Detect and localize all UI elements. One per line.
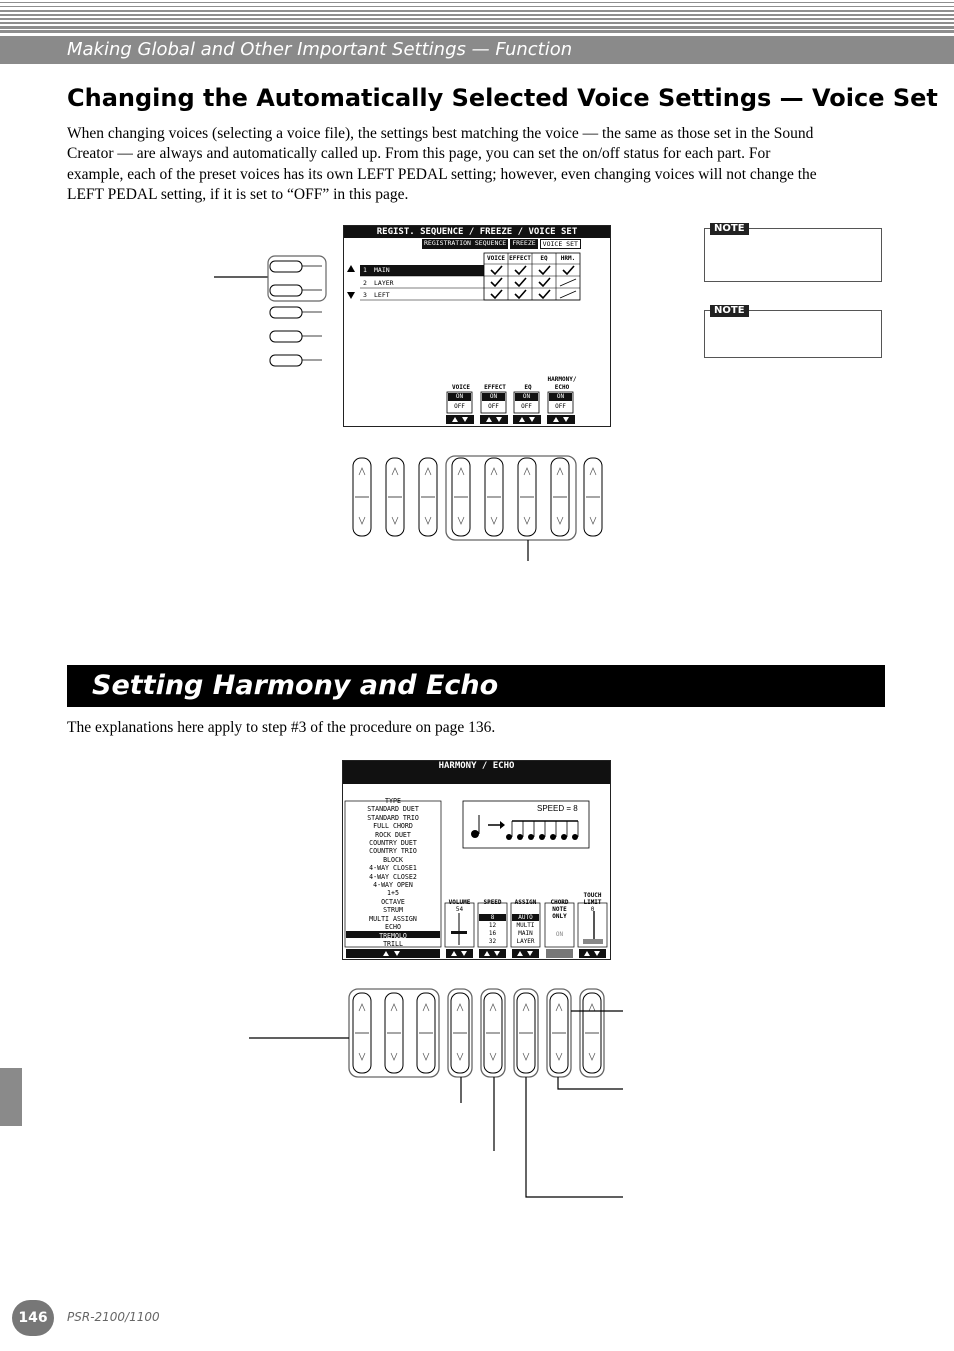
- header-title: Making Global and Other Important Settings — Function: [67, 39, 573, 60]
- type-item[interactable]: 4-WAY OPEN: [373, 881, 413, 890]
- type-item[interactable]: STANDARD TRIO: [367, 813, 419, 822]
- chapter-side-tab: [0, 1068, 22, 1126]
- touch-limit-label: TOUCH LIMIT: [583, 892, 602, 906]
- note-tag-2: NOTE: [710, 305, 749, 317]
- type-item[interactable]: COUNTRY TRIO: [369, 847, 417, 856]
- control-voice-label: VOICE: [451, 384, 471, 391]
- speed-value[interactable]: 12: [488, 922, 497, 929]
- voice-off[interactable]: OFF: [454, 403, 465, 410]
- button-row-voice-set: [350, 455, 610, 563]
- description-line: When changing voices (selecting a voice file), the settings best matching the voice — the same as those set in the Sound: [67, 125, 814, 142]
- lcd-title: REGIST. SEQUENCE / FREEZE / VOICE SET: [344, 226, 610, 238]
- column-voice: VOICE: [486, 255, 506, 262]
- header-stripes: [0, 0, 954, 36]
- type-item[interactable]: 1+5: [387, 889, 399, 898]
- section-title-voice-set: Changing the Automatically Selected Voice Settings — Voice Set: [67, 84, 938, 112]
- type-item[interactable]: 4-WAY CLOSE1: [369, 864, 417, 873]
- type-item[interactable]: STANDARD DUET: [367, 805, 419, 814]
- harmony-lcd: [342, 760, 611, 960]
- description-line: LEFT PEDAL setting, if it is set to “OFF” in this page.: [67, 185, 409, 203]
- chord-note-only-label: CHORD NOTE ONLY: [550, 899, 569, 920]
- type-item[interactable]: TRILL: [383, 939, 403, 948]
- side-buttons-figure: [210, 250, 345, 375]
- lcd-title: HARMONY / ECHO: [343, 761, 610, 772]
- lcd-rows: [360, 265, 484, 301]
- type-list: [345, 797, 441, 948]
- voice-set-lcd: [343, 225, 611, 427]
- type-item-selected[interactable]: TREMOLO: [379, 931, 407, 940]
- tab-registration-sequence[interactable]: REGISTRATION SEQUENCE: [424, 239, 507, 247]
- type-item[interactable]: OCTAVE: [381, 897, 405, 906]
- speed-value[interactable]: 32: [488, 938, 497, 945]
- type-item[interactable]: MULTI ASSIGN: [369, 914, 417, 923]
- column-eq: EQ: [540, 255, 548, 262]
- control-eq-label: EQ: [524, 384, 532, 391]
- type-item[interactable]: FULL CHORD: [373, 822, 413, 831]
- type-item[interactable]: 4-WAY CLOSE2: [369, 872, 417, 881]
- assign-value[interactable]: MAIN: [518, 930, 533, 937]
- assign-value[interactable]: LAYER: [516, 938, 535, 945]
- row-main[interactable]: 1 MAIN: [363, 266, 390, 274]
- tab-freeze[interactable]: FREEZE: [512, 239, 536, 247]
- chord-note-only-value[interactable]: ON: [555, 931, 564, 938]
- volume-value[interactable]: 54: [455, 906, 464, 913]
- voice-set-description: [67, 124, 897, 205]
- type-item[interactable]: ECHO: [385, 923, 401, 932]
- voice-on[interactable]: ON: [455, 393, 464, 400]
- speed-value[interactable]: 16: [488, 930, 497, 937]
- effect-on[interactable]: ON: [489, 393, 498, 400]
- speed-readout: SPEED = 8: [537, 804, 578, 813]
- type-item[interactable]: STRUM: [383, 906, 403, 915]
- harmony-on[interactable]: ON: [556, 393, 565, 400]
- type-item[interactable]: BLOCK: [383, 855, 403, 864]
- assign-label: ASSIGN: [514, 899, 537, 906]
- type-item[interactable]: ROCK DUET: [375, 830, 411, 839]
- harmony-intro: The explanations here apply to step #3 of the procedure on page 136.: [67, 719, 496, 736]
- speed-value[interactable]: 8: [490, 914, 495, 921]
- tab-voice-set[interactable]: VOICE SET: [540, 239, 581, 249]
- control-effect-label: EFFECT: [484, 384, 506, 391]
- speed-label: SPEED: [483, 899, 502, 906]
- description-line: example, each of the preset voices has its own LEFT PEDAL setting; however, even changing voices will not change the: [67, 165, 817, 183]
- control-harmony-label: HARMONY/ ECHO: [547, 376, 577, 391]
- column-effect: EFFECT: [509, 255, 531, 262]
- button-row-harmony: [245, 985, 630, 1215]
- model-name: PSR-2100/1100: [67, 1310, 160, 1324]
- assign-value[interactable]: MULTI: [516, 922, 535, 929]
- page-number: 146: [12, 1300, 54, 1336]
- eq-off[interactable]: OFF: [521, 403, 532, 410]
- eq-on[interactable]: ON: [522, 393, 531, 400]
- harmony-off[interactable]: OFF: [555, 403, 566, 410]
- note-tag-1: NOTE: [710, 223, 749, 235]
- row-left[interactable]: 3 LEFT: [363, 291, 390, 299]
- type-item[interactable]: COUNTRY DUET: [369, 839, 417, 848]
- note-box-1: [704, 228, 882, 282]
- assign-value[interactable]: AUTO: [518, 914, 533, 921]
- type-label: TYPE: [385, 797, 401, 805]
- volume-label: VOLUME: [448, 899, 471, 906]
- section-title-harmony: Setting Harmony and Echo: [92, 670, 499, 701]
- note-box-2: [704, 310, 882, 358]
- column-hrm: HRM.: [560, 255, 576, 262]
- description-line: Creator — are always and automatically called up. From this page, you can set the on/off status for each part. For: [67, 145, 771, 163]
- effect-off[interactable]: OFF: [488, 403, 499, 410]
- row-layer[interactable]: 2 LAYER: [363, 279, 394, 287]
- touch-limit-value[interactable]: 0: [590, 906, 595, 913]
